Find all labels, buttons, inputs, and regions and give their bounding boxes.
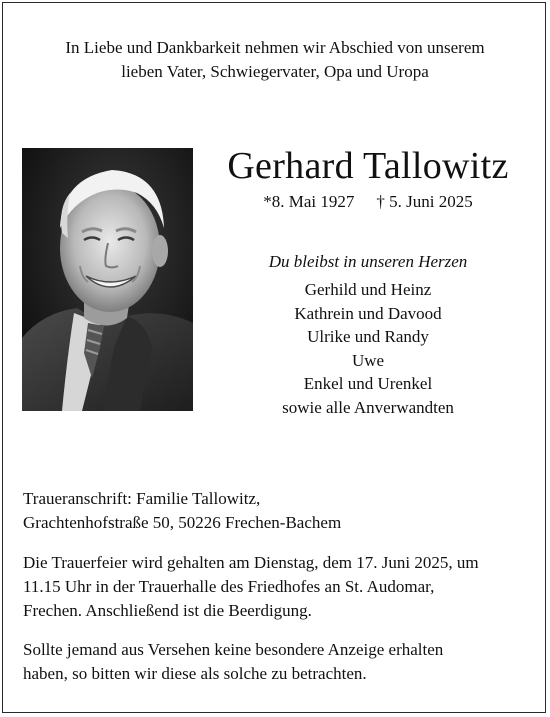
birth-date: *8. Mai 1927 <box>263 192 355 211</box>
notice-line-1: Sollte jemand aus Versehen keine besondere Anzeige erhalten <box>23 640 444 659</box>
portrait-photo <box>22 148 193 411</box>
mourning-address <box>23 487 533 535</box>
mourner-line: Ulrike und Randy <box>307 327 429 346</box>
motto: Du bleibst in unseren Herzen <box>268 252 468 271</box>
address-line-2: Grachtenhofstraße 50, 50226 Frechen-Bachem <box>23 513 342 532</box>
mourner-line: Uwe <box>351 350 385 370</box>
life-dates <box>200 190 536 214</box>
notice-line-2: haben, so bitten wir diese als solche zu betrachten. <box>23 664 367 683</box>
funeral-line-3: Frechen. Anschließend ist die Beerdigung. <box>23 601 312 620</box>
mourner-line: Gerhild und Heinz <box>304 280 432 299</box>
funeral-line-1: Die Trauerfeier wird gehalten am Dienstag, dem 17. Juni 2025, um <box>23 553 479 572</box>
funeral-line-2: 11.15 Uhr in der Trauerhalle des Friedhofes an St. Audomar, <box>23 577 435 596</box>
address-line-1: Traueranschrift: Familie Tallowitz, <box>23 489 261 508</box>
mourner-line: sowie alle Anverwandten <box>282 397 454 417</box>
notice-text <box>23 638 533 686</box>
intro-line-1: In Liebe und Dankbarkeit nehmen wir Abschied von unserem <box>65 38 485 57</box>
intro-text <box>0 36 550 84</box>
mourners-list <box>200 278 536 419</box>
mourner-line: Enkel und Urenkel <box>303 374 433 393</box>
intro-line-2: lieben Vater, Schwiegervater, Opa und Uropa <box>121 62 429 81</box>
funeral-info <box>23 551 533 623</box>
death-date: † 5. Juni 2025 <box>376 192 473 211</box>
mourner-line: Kathrein und Davood <box>294 303 442 323</box>
deceased-name: Gerhard Tallowitz <box>227 145 509 187</box>
